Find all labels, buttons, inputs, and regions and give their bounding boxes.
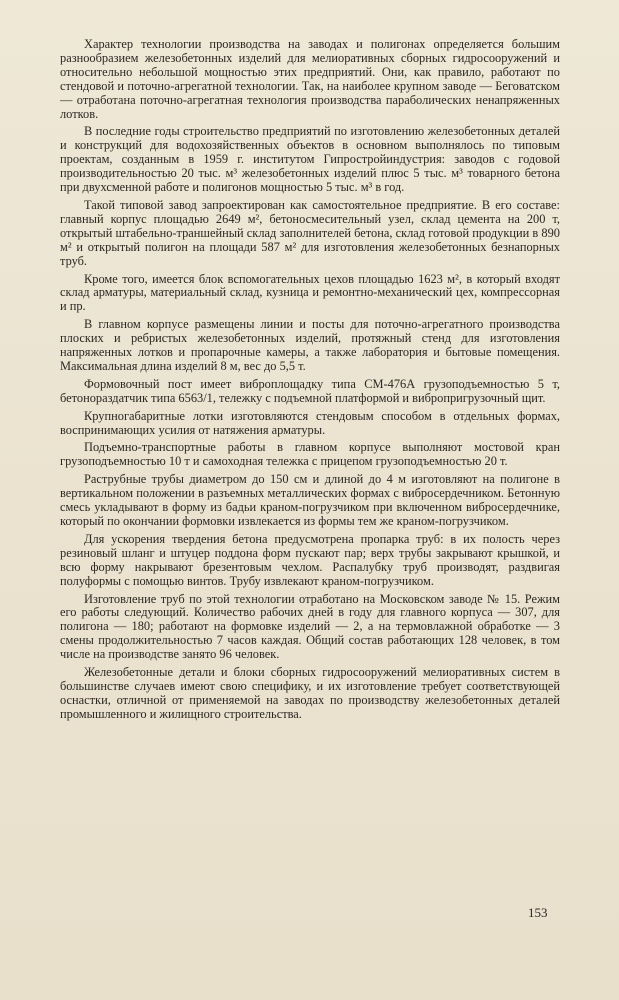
page-number: 153 [528, 905, 548, 920]
paragraph: Такой типовой завод запроектирован как самостоятельное предприятие. В его составе: главный корпус площадью 2649 м², бетоносмесительный узел, склад цемента на 200 т, открытый штабельно-траншейный склад заполнителей бетона, склад готовой продукции в 890 м² и открытый полигон на площади 587 м² для изготовления железобетонных безнапорных труб. [60, 197, 560, 268]
paragraph: Формовочный пост имеет виброплощадку типа СМ-476А грузоподъемностью 5 т, бетонораздатчик типа 6563/1, тележку с подъемной платформой и вибропригрузочный щит. [60, 376, 560, 405]
paragraph: В главном корпусе размещены линии и посты для поточно-агрегатного производства плоских и ребристых железобетонных изделий, протяжный стенд для изготовления напряженных лотков и пропарочные камеры, а также лаборатория и бытовые помещения. Максимальная длина изделий 8 м, вес до 5,5 т. [60, 317, 560, 373]
paragraph: Подъемно-транспортные работы в главном корпусе выполняют мостовой кран грузоподъемностью 10 т и самоходная тележка с прицепом грузоподъемностью 20 т. [60, 440, 560, 469]
paragraph: Железобетонные детали и блоки сборных гидросооружений мелиоративных систем в большинстве случаев имеют свою специфику, и их изготовление требует соответствующей оснастки, отличной от применяемой на заводах по производству железобетонных деталей промышленного и жилищного строительства. [60, 665, 560, 721]
body-text [60, 38, 560, 726]
paragraph: Характер технологии производства на заводах и полигонах определяется большим разнообразием железобетонных изделий для мелиоративных сборных гидросооружений и относительно небольшой мощностью этих предприятий. Они, как правило, работают по стендовой и поточно-агрегатной технологии. Так, на наиболее крупном заводе — Беговатском — отработана поточно-агрегатная технология производства параболических ненапряженных лотков. [60, 37, 560, 121]
paragraph: Крупногабаритные лотки изготовляются стендовым способом в отдельных формах, воспринимающих усилия от натяжения арматуры. [60, 408, 560, 437]
paragraph: В последние годы строительство предприятий по изготовлению железобетонных деталей и конструкций для водохозяйственных объектов в основном выполнялось по типовым проектам, созданным в 1959 г. институтом Гипростройиндустрия: заводов с годовой производительностью 20 тыс. м³ железобетонных изделий плюс 5 тыс. м³ товарного бетона при двухсменной работе и полигонов мощностью 5 тыс. м³ в год. [60, 124, 560, 195]
paragraph: Кроме того, имеется блок вспомогательных цехов площадью 1623 м², в который входят склад арматуры, материальный склад, кузница и ремонтно-механический цех, компрессорная и пр. [60, 271, 560, 314]
paragraph: Изготовление труб по этой технологии отработано на Московском заводе № 15. Режим его работы следующий. Количество рабочих дней в году для главного корпуса — 307, для полигона — 180; работают на формовке изделий — 2, а на термовлажной обработке — 3 смены продолжительностью 7 часов каждая. Общий состав работающих 128 человек, в том числе на производстве занято 96 человек. [60, 591, 560, 662]
paragraph: Раструбные трубы диаметром до 150 см и длиной до 4 м изготовляют на полигоне в вертикальном положении в разъемных металлических формах с вибросердечником. Бетонную смесь укладывают в форму из бадьи краном-погрузчиком при включенном вибросердечнике, который по окончании формовки извлекается из формы тем же краном-погрузчиком. [60, 472, 560, 528]
paragraph: Для ускорения твердения бетона предусмотрена пропарка труб: в их полость через резиновый шланг и штуцер поддона форм пускают пар; верх трубы закрывают крышкой, и всю форму накрывают брезентовым чехлом. Распалубку труб производят, раздвигая полуформы с помощью винтов. Трубу извлекают краном-погрузчиком. [60, 531, 560, 588]
